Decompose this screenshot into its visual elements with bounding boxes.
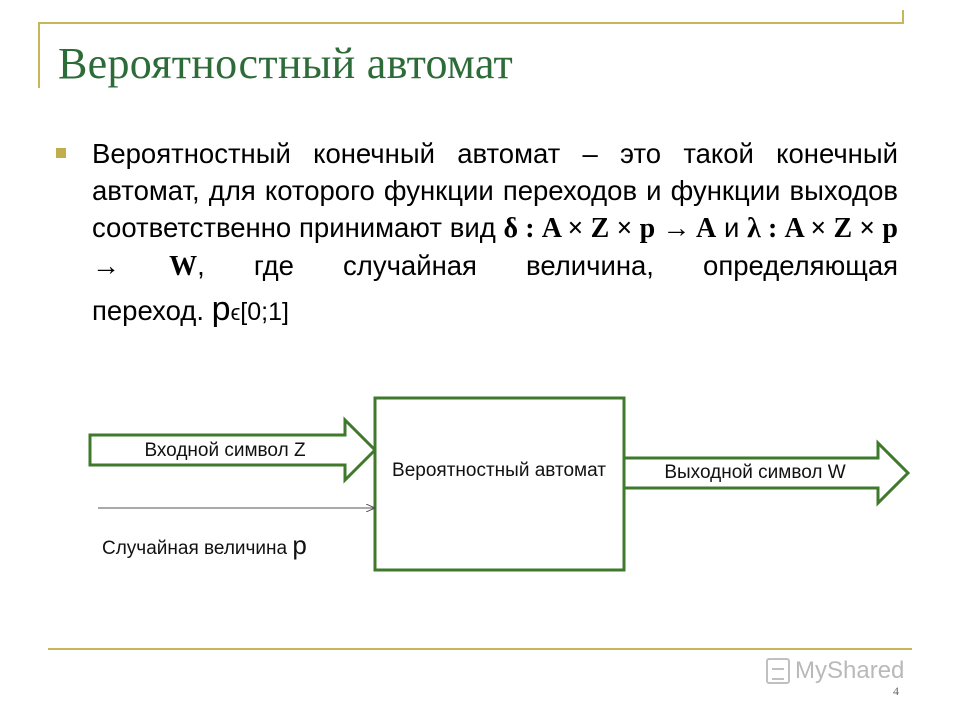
p-symbol: p <box>211 290 231 328</box>
conjunction: и <box>716 212 748 243</box>
watermark <box>766 657 904 685</box>
random-variable-label <box>102 530 307 561</box>
body-line-6-text: переход. <box>92 295 212 326</box>
output-symbol-label: Выходной символ W <box>664 462 846 483</box>
body-line-2: конечный автомат, для которого функции <box>92 138 898 206</box>
lambda-formula: λ : A × Z × p → <box>92 213 898 282</box>
myshared-logo-icon <box>766 658 790 684</box>
body-line-4-prefix: принимают вид <box>299 212 504 243</box>
probability-range: [0;1] <box>240 298 289 326</box>
delta-formula: δ : A × Z × p → A <box>503 213 717 244</box>
element-of-symbol: ϵ <box>230 300 241 325</box>
input-symbol-label: Входной символ Z <box>144 440 306 461</box>
body-line-5-rest: , где случайная величина, определяющая <box>197 250 899 281</box>
body-line-3: переходов и функции выходов соответственно <box>92 175 898 243</box>
slide-title: Вероятностный автомат <box>58 39 514 88</box>
page-number: 4 <box>893 684 899 698</box>
random-p-symbol: p <box>292 530 307 560</box>
watermark-text: MyShared <box>795 657 905 684</box>
random-variable-text: Случайная величина <box>102 538 293 559</box>
automaton-box-label: Вероятностный автомат <box>392 460 606 481</box>
body-line-1: Вероятностный конечный автомат – это такой <box>92 138 754 169</box>
w-symbol: W <box>169 251 198 282</box>
